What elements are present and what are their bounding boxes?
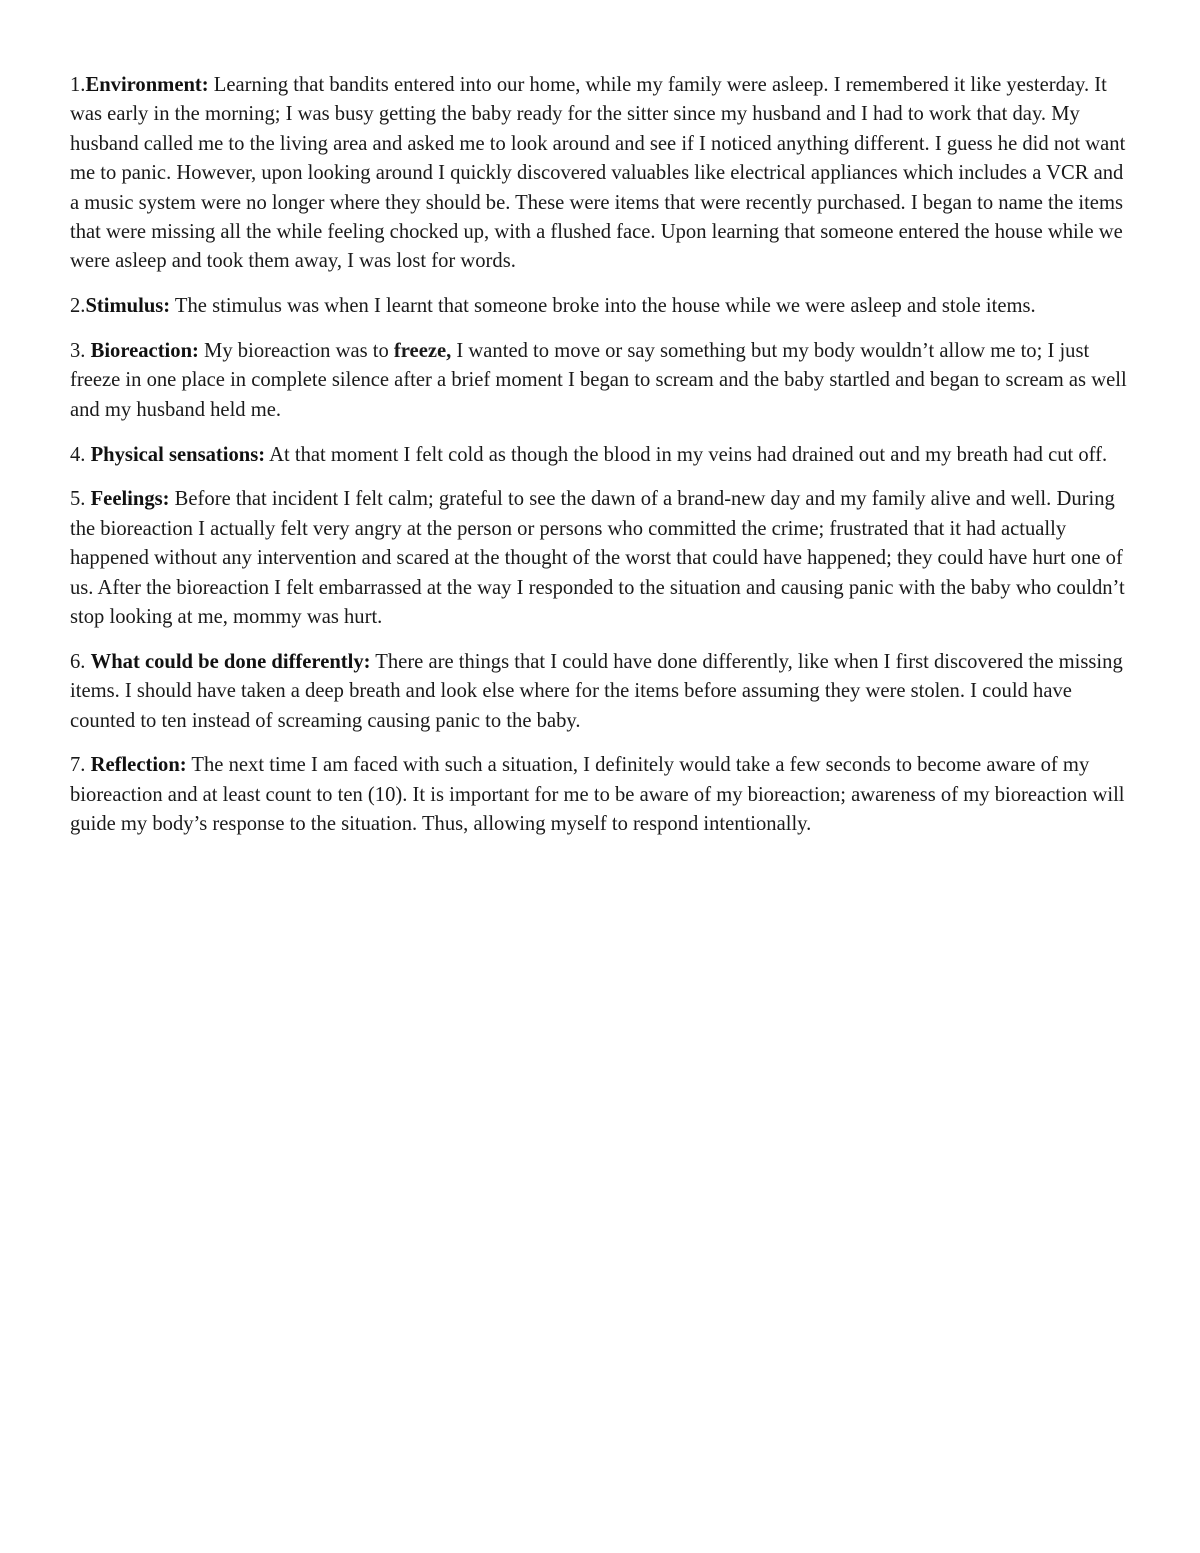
paragraph-done-differently [70,648,1132,736]
paragraph-stimulus [70,292,1132,321]
item-text: At that moment I felt cold as though the blood in my veins had drained out and my breath had cut off. [265,443,1108,466]
item-number: 5. [70,488,91,511]
item-text: Learning that bandits entered into our home, while my family were asleep. I remembered it like yesterday. It was early in the morning; I was busy getting the baby ready for the sitter since my husband and I had to work that day. My husband called me to the living area and asked me to look around and see if I noticed anything different. I guess he did not want me to panic. However, upon looking around I quickly discovered valuables like electrical appliances which includes a VCR and a music system were no longer where they should be. These were items that were recently purchased. I began to name the items that were missing all the while feeling chocked up, with a flushed face. Upon learning that someone entered the house while we were asleep and took them away, I was lost for words. [70,74,1126,273]
item-number: 6. [70,650,91,673]
item-text-after: I wanted to move or say something but my body wouldn’t allow me to; I just freeze in one place in complete silence after a brief moment I began to scream and the baby startled and began to scream as well and my husband held me. [70,340,1127,421]
item-label-feelings: Feelings: [90,488,170,511]
emphasis-freeze: freeze, [393,340,452,363]
item-number: 1. [70,74,86,96]
paragraph-feelings [70,485,1132,632]
item-text: Before that incident I felt calm; grateful to see the dawn of a brand-new day and my family alive and well. During the bioreaction I actually felt very angry at the person or persons who committed the crime; frustrated that it had actually happened without any intervention and scared at the thought of the worst that could have happened; they could have hurt one of us. After the bioreaction I felt embarrassed at the way I responded to the situation and causing panic with the baby who couldn’t stop looking at me, mommy was hurt. [70,488,1125,629]
item-label-done-differently: What could be done differently: [90,650,371,673]
item-text-before: My bioreaction was to [198,340,394,363]
item-number: 2. [70,295,86,318]
paragraph-reflection [70,751,1132,839]
paragraph-physical-sensations [70,441,1132,470]
item-label-stimulus: Stimulus: [85,295,171,318]
item-label-environment: Environment: [85,74,209,96]
item-number: 7. [70,754,91,777]
paragraph-bioreaction [70,337,1132,425]
document-page [70,71,1132,855]
item-label-physical-sensations: Physical sensations: [90,443,266,466]
item-label-bioreaction: Bioreaction: [90,340,199,363]
item-label-reflection: Reflection: [90,754,187,777]
item-text: The next time I am faced with such a situation, I definitely would take a few seconds to become aware of my bioreaction and at least count to ten (10). It is important for me to be aware of my bioreaction; awareness of my bioreaction will guide my body’s response to the situation. Thus, allowing myself to respond intentionally. [70,754,1125,836]
item-text: There are things that I could have done differently, like when I first discovered the missing items. I should have taken a deep breath and look else where for the items before assuming they were stolen. I could have counted to ten instead of screaming causing panic to the baby. [70,650,1123,732]
item-text: The stimulus was when I learnt that someone broke into the house while we were asleep and stole items. [170,295,1036,318]
paragraph-environment [70,71,1132,277]
item-number: 3. [70,340,91,363]
item-number: 4. [70,443,91,466]
